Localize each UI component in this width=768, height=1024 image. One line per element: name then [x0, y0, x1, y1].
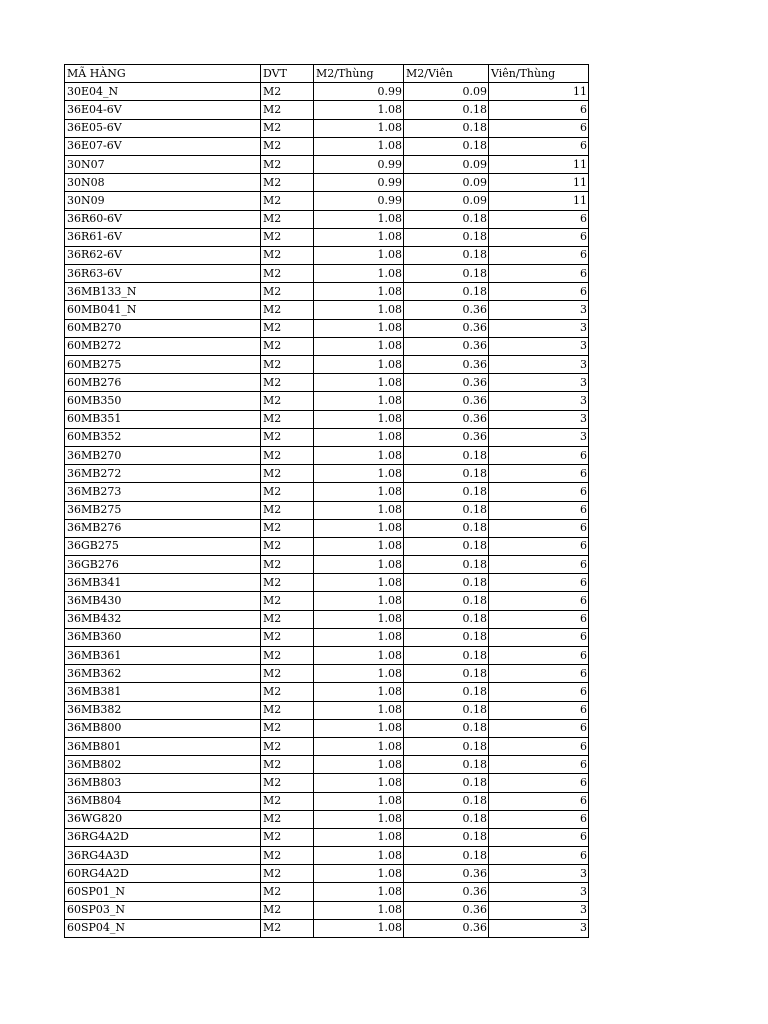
product-code-cell: 36MB382	[65, 701, 261, 719]
tiles-per-box-cell: 6	[489, 119, 589, 137]
product-code-cell: 60MB352	[65, 428, 261, 446]
table-row	[65, 155, 589, 173]
table-row	[65, 101, 589, 119]
table-row	[65, 756, 589, 774]
m2-per-box-cell: 1.08	[314, 101, 404, 119]
tiles-per-box-cell: 6	[489, 246, 589, 264]
unit-cell: M2	[261, 519, 314, 537]
tiles-per-box-cell: 6	[489, 847, 589, 865]
table-row	[65, 465, 589, 483]
m2-per-box-cell: 1.08	[314, 465, 404, 483]
m2-per-box-cell: 1.08	[314, 483, 404, 501]
tiles-per-box-cell: 11	[489, 155, 589, 173]
m2-per-box-cell: 1.08	[314, 501, 404, 519]
m2-per-tile-cell: 0.18	[404, 283, 489, 301]
m2-per-tile-cell: 0.18	[404, 537, 489, 555]
product-code-cell: 36R60-6V	[65, 210, 261, 228]
m2-per-tile-cell: 0.36	[404, 301, 489, 319]
table-row	[65, 501, 589, 519]
m2-per-tile-cell: 0.36	[404, 337, 489, 355]
m2-per-tile-cell: 0.18	[404, 756, 489, 774]
m2-per-tile-cell: 0.18	[404, 737, 489, 755]
m2-per-tile-cell: 0.18	[404, 810, 489, 828]
tiles-per-box-cell: 6	[489, 737, 589, 755]
product-code-cell: 30N08	[65, 174, 261, 192]
m2-per-tile-cell: 0.36	[404, 883, 489, 901]
tiles-per-box-cell: 6	[489, 610, 589, 628]
product-code-cell: 36MB381	[65, 683, 261, 701]
table-row	[65, 883, 589, 901]
tiles-per-box-cell: 11	[489, 174, 589, 192]
m2-per-box-cell: 0.99	[314, 192, 404, 210]
m2-per-tile-cell: 0.09	[404, 155, 489, 173]
m2-per-box-cell: 1.08	[314, 519, 404, 537]
tiles-per-box-cell: 6	[489, 228, 589, 246]
m2-per-tile-cell: 0.36	[404, 319, 489, 337]
product-code-cell: 36E04-6V	[65, 101, 261, 119]
tiles-per-box-cell: 3	[489, 356, 589, 374]
product-code-cell: 60SP03_N	[65, 901, 261, 919]
table-row	[65, 228, 589, 246]
m2-per-tile-cell: 0.18	[404, 246, 489, 264]
unit-cell: M2	[261, 537, 314, 555]
tiles-per-box-cell: 6	[489, 774, 589, 792]
m2-per-tile-cell: 0.36	[404, 919, 489, 937]
product-code-cell: 36MB800	[65, 719, 261, 737]
header-m2-per-box: M2/Thùng	[314, 65, 404, 83]
m2-per-box-cell: 1.08	[314, 683, 404, 701]
m2-per-box-cell: 1.08	[314, 537, 404, 555]
m2-per-tile-cell: 0.18	[404, 828, 489, 846]
product-code-cell: 36MB801	[65, 737, 261, 755]
unit-cell: M2	[261, 155, 314, 173]
product-code-cell: 36MB432	[65, 610, 261, 628]
table-row	[65, 828, 589, 846]
tiles-per-box-cell: 6	[489, 683, 589, 701]
tiles-per-box-cell: 6	[489, 665, 589, 683]
table-row	[65, 483, 589, 501]
m2-per-tile-cell: 0.09	[404, 192, 489, 210]
m2-per-tile-cell: 0.36	[404, 410, 489, 428]
m2-per-box-cell: 1.08	[314, 210, 404, 228]
m2-per-box-cell: 1.08	[314, 701, 404, 719]
table-row	[65, 374, 589, 392]
m2-per-tile-cell: 0.18	[404, 210, 489, 228]
m2-per-box-cell: 1.08	[314, 119, 404, 137]
table-row	[65, 556, 589, 574]
m2-per-tile-cell: 0.18	[404, 446, 489, 464]
unit-cell: M2	[261, 647, 314, 665]
m2-per-box-cell: 1.08	[314, 628, 404, 646]
product-code-cell: 60MB276	[65, 374, 261, 392]
unit-cell: M2	[261, 919, 314, 937]
table-row	[65, 265, 589, 283]
table-row	[65, 283, 589, 301]
m2-per-tile-cell: 0.18	[404, 701, 489, 719]
table-row	[65, 865, 589, 883]
tiles-per-box-cell: 11	[489, 83, 589, 101]
table-row	[65, 337, 589, 355]
product-code-cell: 36R63-6V	[65, 265, 261, 283]
m2-per-box-cell: 1.08	[314, 283, 404, 301]
m2-per-box-cell: 1.08	[314, 737, 404, 755]
unit-cell: M2	[261, 410, 314, 428]
product-code-cell: 36RG4A2D	[65, 828, 261, 846]
m2-per-box-cell: 1.08	[314, 828, 404, 846]
table-row	[65, 792, 589, 810]
tiles-per-box-cell: 3	[489, 410, 589, 428]
m2-per-tile-cell: 0.18	[404, 228, 489, 246]
unit-cell: M2	[261, 137, 314, 155]
product-code-cell: 36MB362	[65, 665, 261, 683]
tiles-per-box-cell: 3	[489, 301, 589, 319]
m2-per-tile-cell: 0.18	[404, 119, 489, 137]
m2-per-tile-cell: 0.18	[404, 774, 489, 792]
tiles-per-box-cell: 3	[489, 319, 589, 337]
m2-per-box-cell: 1.08	[314, 410, 404, 428]
tiles-per-box-cell: 3	[489, 392, 589, 410]
tiles-per-box-cell: 6	[489, 810, 589, 828]
product-code-cell: 60SP04_N	[65, 919, 261, 937]
table-row	[65, 719, 589, 737]
m2-per-tile-cell: 0.36	[404, 356, 489, 374]
table-row	[65, 410, 589, 428]
tiles-per-box-cell: 6	[489, 792, 589, 810]
product-code-cell: 30E04_N	[65, 83, 261, 101]
table-row	[65, 174, 589, 192]
header-tiles-per-box: Viên/Thùng	[489, 65, 589, 83]
unit-cell: M2	[261, 283, 314, 301]
m2-per-tile-cell: 0.18	[404, 792, 489, 810]
tiles-per-box-cell: 6	[489, 465, 589, 483]
unit-cell: M2	[261, 228, 314, 246]
product-code-cell: 60SP01_N	[65, 883, 261, 901]
m2-per-box-cell: 1.08	[314, 883, 404, 901]
unit-cell: M2	[261, 210, 314, 228]
m2-per-tile-cell: 0.09	[404, 174, 489, 192]
unit-cell: M2	[261, 774, 314, 792]
product-code-cell: 36MB273	[65, 483, 261, 501]
unit-cell: M2	[261, 737, 314, 755]
unit-cell: M2	[261, 847, 314, 865]
unit-cell: M2	[261, 665, 314, 683]
m2-per-tile-cell: 0.36	[404, 901, 489, 919]
unit-cell: M2	[261, 483, 314, 501]
table-row	[65, 901, 589, 919]
m2-per-tile-cell: 0.36	[404, 428, 489, 446]
m2-per-tile-cell: 0.18	[404, 683, 489, 701]
m2-per-box-cell: 1.08	[314, 901, 404, 919]
m2-per-tile-cell: 0.18	[404, 592, 489, 610]
tiles-per-box-cell: 11	[489, 192, 589, 210]
m2-per-box-cell: 1.08	[314, 756, 404, 774]
product-code-cell: 60MB270	[65, 319, 261, 337]
m2-per-tile-cell: 0.18	[404, 265, 489, 283]
unit-cell: M2	[261, 246, 314, 264]
m2-per-box-cell: 1.08	[314, 265, 404, 283]
tiles-per-box-cell: 6	[489, 592, 589, 610]
unit-cell: M2	[261, 683, 314, 701]
table-row	[65, 701, 589, 719]
product-code-cell: 36MB270	[65, 446, 261, 464]
m2-per-tile-cell: 0.18	[404, 556, 489, 574]
table-row	[65, 446, 589, 464]
m2-per-box-cell: 1.08	[314, 647, 404, 665]
m2-per-tile-cell: 0.18	[404, 501, 489, 519]
tiles-per-box-cell: 6	[489, 519, 589, 537]
m2-per-box-cell: 0.99	[314, 83, 404, 101]
m2-per-tile-cell: 0.18	[404, 610, 489, 628]
unit-cell: M2	[261, 628, 314, 646]
header-m2-per-tile: M2/Viên	[404, 65, 489, 83]
table-row	[65, 847, 589, 865]
table-row	[65, 319, 589, 337]
table-row	[65, 192, 589, 210]
unit-cell: M2	[261, 610, 314, 628]
m2-per-box-cell: 1.08	[314, 865, 404, 883]
unit-cell: M2	[261, 101, 314, 119]
table-row	[65, 392, 589, 410]
tiles-per-box-cell: 3	[489, 374, 589, 392]
m2-per-box-cell: 1.08	[314, 301, 404, 319]
tiles-per-box-cell: 6	[489, 828, 589, 846]
product-code-cell: 36E05-6V	[65, 119, 261, 137]
table-row	[65, 210, 589, 228]
m2-per-tile-cell: 0.09	[404, 83, 489, 101]
product-code-cell: 30N07	[65, 155, 261, 173]
tiles-per-box-cell: 6	[489, 701, 589, 719]
tiles-per-box-cell: 6	[489, 628, 589, 646]
product-code-cell: 30N09	[65, 192, 261, 210]
unit-cell: M2	[261, 83, 314, 101]
unit-cell: M2	[261, 883, 314, 901]
product-code-cell: 36MB276	[65, 519, 261, 537]
product-code-cell: 36R61-6V	[65, 228, 261, 246]
product-code-cell: 36MB275	[65, 501, 261, 519]
table-row	[65, 119, 589, 137]
m2-per-box-cell: 1.08	[314, 792, 404, 810]
unit-cell: M2	[261, 192, 314, 210]
tiles-per-box-cell: 6	[489, 556, 589, 574]
product-code-cell: 36MB430	[65, 592, 261, 610]
tiles-per-box-cell: 6	[489, 756, 589, 774]
product-code-cell: 60MB350	[65, 392, 261, 410]
m2-per-box-cell: 0.99	[314, 174, 404, 192]
m2-per-tile-cell: 0.18	[404, 465, 489, 483]
table-row	[65, 83, 589, 101]
m2-per-tile-cell: 0.36	[404, 865, 489, 883]
m2-per-tile-cell: 0.18	[404, 719, 489, 737]
m2-per-box-cell: 1.08	[314, 392, 404, 410]
unit-cell: M2	[261, 792, 314, 810]
m2-per-box-cell: 1.08	[314, 810, 404, 828]
header-row	[65, 65, 589, 83]
m2-per-box-cell: 1.08	[314, 919, 404, 937]
m2-per-tile-cell: 0.18	[404, 137, 489, 155]
table-row	[65, 519, 589, 537]
unit-cell: M2	[261, 501, 314, 519]
tiles-per-box-cell: 6	[489, 537, 589, 555]
tiles-per-box-cell: 3	[489, 901, 589, 919]
m2-per-box-cell: 1.08	[314, 356, 404, 374]
product-code-cell: 36MB804	[65, 792, 261, 810]
product-code-cell: 60MB351	[65, 410, 261, 428]
table-row	[65, 737, 589, 755]
m2-per-box-cell: 1.08	[314, 246, 404, 264]
table-row	[65, 574, 589, 592]
product-code-cell: 36E07-6V	[65, 137, 261, 155]
m2-per-tile-cell: 0.18	[404, 101, 489, 119]
unit-cell: M2	[261, 428, 314, 446]
table-row	[65, 137, 589, 155]
product-code-cell: 36MB133_N	[65, 283, 261, 301]
m2-per-box-cell: 1.08	[314, 319, 404, 337]
table-row	[65, 628, 589, 646]
header-unit: DVT	[261, 65, 314, 83]
tiles-per-box-cell: 6	[489, 647, 589, 665]
table-row	[65, 647, 589, 665]
tiles-per-box-cell: 6	[489, 719, 589, 737]
unit-cell: M2	[261, 756, 314, 774]
table-body	[65, 83, 589, 938]
unit-cell: M2	[261, 392, 314, 410]
product-code-cell: 36MB272	[65, 465, 261, 483]
product-code-cell: 60MB275	[65, 356, 261, 374]
table-row	[65, 610, 589, 628]
tiles-per-box-cell: 6	[489, 446, 589, 464]
m2-per-tile-cell: 0.18	[404, 665, 489, 683]
product-code-cell: 36MB802	[65, 756, 261, 774]
m2-per-box-cell: 1.08	[314, 592, 404, 610]
unit-cell: M2	[261, 865, 314, 883]
unit-cell: M2	[261, 446, 314, 464]
m2-per-tile-cell: 0.18	[404, 574, 489, 592]
m2-per-box-cell: 1.08	[314, 665, 404, 683]
product-code-cell: 36R62-6V	[65, 246, 261, 264]
unit-cell: M2	[261, 374, 314, 392]
m2-per-box-cell: 0.99	[314, 155, 404, 173]
tiles-per-box-cell: 6	[489, 101, 589, 119]
table-row	[65, 356, 589, 374]
m2-per-tile-cell: 0.18	[404, 847, 489, 865]
table-row	[65, 919, 589, 937]
m2-per-box-cell: 1.08	[314, 137, 404, 155]
m2-per-box-cell: 1.08	[314, 337, 404, 355]
unit-cell: M2	[261, 119, 314, 137]
m2-per-tile-cell: 0.18	[404, 483, 489, 501]
m2-per-box-cell: 1.08	[314, 610, 404, 628]
product-code-cell: 36RG4A3D	[65, 847, 261, 865]
table-row	[65, 665, 589, 683]
m2-per-box-cell: 1.08	[314, 574, 404, 592]
tiles-per-box-cell: 3	[489, 428, 589, 446]
m2-per-box-cell: 1.08	[314, 719, 404, 737]
unit-cell: M2	[261, 319, 314, 337]
unit-cell: M2	[261, 465, 314, 483]
tiles-per-box-cell: 6	[489, 265, 589, 283]
product-code-cell: 60RG4A2D	[65, 865, 261, 883]
table-row	[65, 810, 589, 828]
tiles-per-box-cell: 6	[489, 210, 589, 228]
unit-cell: M2	[261, 701, 314, 719]
unit-cell: M2	[261, 901, 314, 919]
tiles-per-box-cell: 3	[489, 919, 589, 937]
product-code-cell: 36MB803	[65, 774, 261, 792]
product-code-cell: 36GB276	[65, 556, 261, 574]
tiles-per-box-cell: 3	[489, 865, 589, 883]
product-code-cell: 36GB275	[65, 537, 261, 555]
m2-per-tile-cell: 0.36	[404, 392, 489, 410]
product-code-cell: 60MB272	[65, 337, 261, 355]
m2-per-box-cell: 1.08	[314, 228, 404, 246]
unit-cell: M2	[261, 301, 314, 319]
m2-per-box-cell: 1.08	[314, 774, 404, 792]
unit-cell: M2	[261, 719, 314, 737]
table-row	[65, 246, 589, 264]
tiles-per-box-cell: 6	[489, 483, 589, 501]
table-row	[65, 301, 589, 319]
table-row	[65, 774, 589, 792]
m2-per-box-cell: 1.08	[314, 847, 404, 865]
product-code-cell: 36WG820	[65, 810, 261, 828]
tiles-per-box-cell: 3	[489, 337, 589, 355]
tiles-per-box-cell: 6	[489, 283, 589, 301]
tiles-per-box-cell: 3	[489, 883, 589, 901]
unit-cell: M2	[261, 356, 314, 374]
tiles-per-box-cell: 6	[489, 137, 589, 155]
unit-cell: M2	[261, 265, 314, 283]
tiles-per-box-cell: 6	[489, 574, 589, 592]
unit-cell: M2	[261, 592, 314, 610]
unit-cell: M2	[261, 556, 314, 574]
product-code-cell: 60MB041_N	[65, 301, 261, 319]
table-row	[65, 683, 589, 701]
m2-per-box-cell: 1.08	[314, 428, 404, 446]
m2-per-box-cell: 1.08	[314, 446, 404, 464]
unit-cell: M2	[261, 174, 314, 192]
product-code-cell: 36MB341	[65, 574, 261, 592]
table-row	[65, 537, 589, 555]
table-row	[65, 592, 589, 610]
m2-per-tile-cell: 0.18	[404, 647, 489, 665]
m2-per-tile-cell: 0.36	[404, 374, 489, 392]
product-code-cell: 36MB361	[65, 647, 261, 665]
m2-per-box-cell: 1.08	[314, 374, 404, 392]
tiles-per-box-cell: 6	[489, 501, 589, 519]
header-product-code: MÃ HÀNG	[65, 65, 261, 83]
product-table	[64, 64, 589, 938]
m2-per-tile-cell: 0.18	[404, 519, 489, 537]
unit-cell: M2	[261, 810, 314, 828]
unit-cell: M2	[261, 828, 314, 846]
product-code-cell: 36MB360	[65, 628, 261, 646]
m2-per-tile-cell: 0.18	[404, 628, 489, 646]
table-row	[65, 428, 589, 446]
unit-cell: M2	[261, 337, 314, 355]
unit-cell: M2	[261, 574, 314, 592]
m2-per-box-cell: 1.08	[314, 556, 404, 574]
